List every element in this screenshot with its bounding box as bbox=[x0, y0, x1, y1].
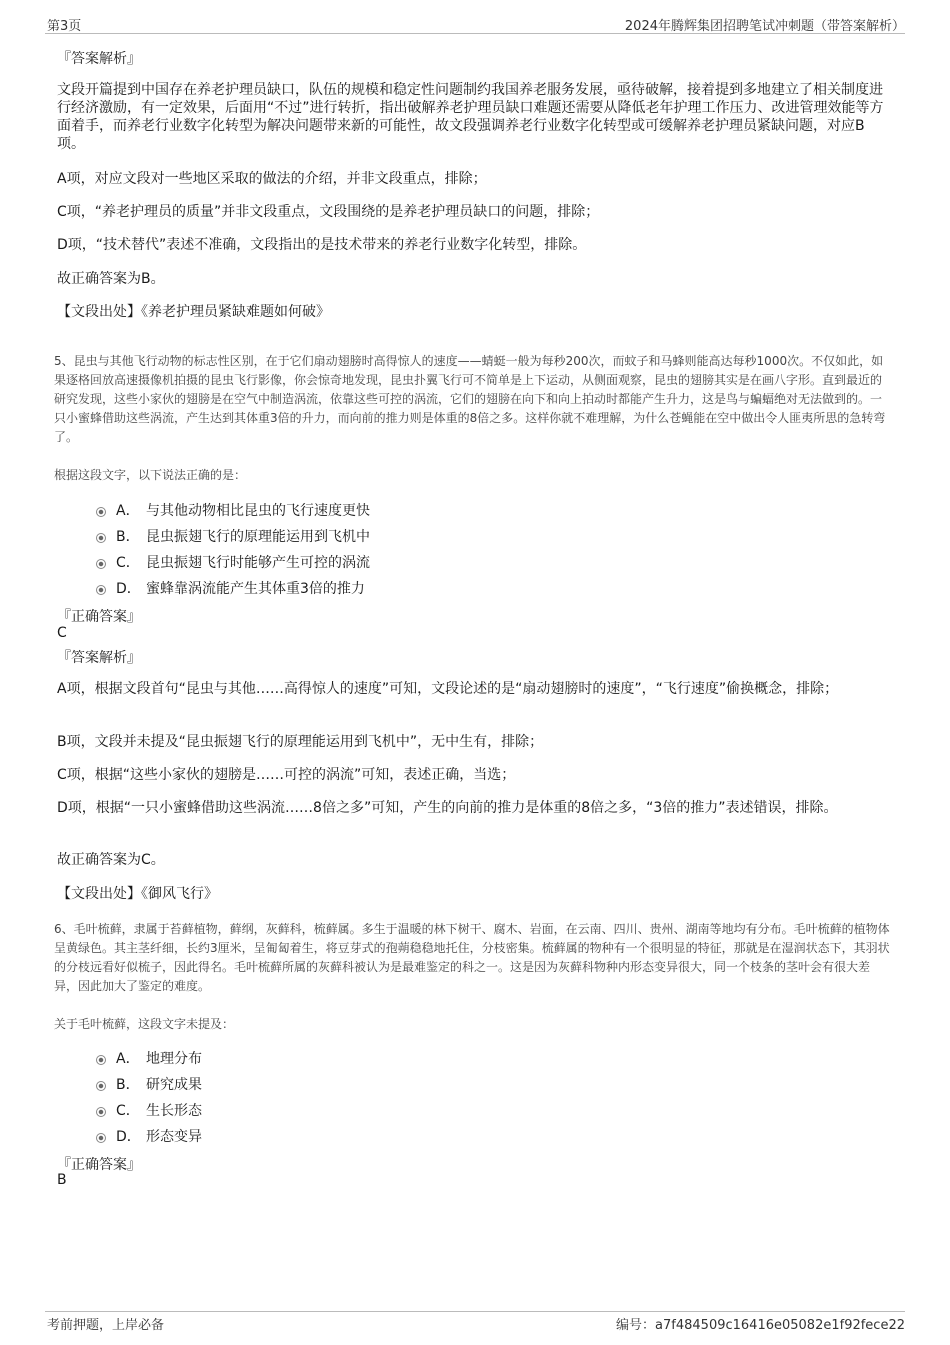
radio-icon[interactable] bbox=[96, 1133, 106, 1143]
radio-icon[interactable] bbox=[96, 559, 106, 569]
q5-correct-answer: C bbox=[57, 625, 67, 641]
option-letter: B． bbox=[116, 529, 140, 545]
option-letter: D． bbox=[116, 581, 141, 597]
q5-source: 【文段出处】《御风飞行》 bbox=[57, 886, 218, 902]
option-letter: A． bbox=[116, 503, 140, 519]
page-number: 第3页 bbox=[47, 19, 82, 34]
q5-analysis-b: B项，文段并未提及“昆虫振翅飞行的原理能运用到飞机中”，无中生有，排除； bbox=[57, 734, 544, 750]
radio-icon[interactable] bbox=[96, 533, 106, 543]
q5-analysis-d: D项，根据“一只小蜜蜂借助这些涡流……8倍之多”可知，产生的向前的推力是体重的8倍之多，“3倍的推力”表述错误，排除。 bbox=[57, 800, 838, 816]
option-text: 形态变异 bbox=[146, 1129, 202, 1145]
q5-passage: 5、昆虫与其他飞行动物的标志性区别，在于它们扇动翅膀时高得惊人的速度——蜻蜓一般为每秒200次，而蚊子和马蜂则能高达每秒1000次。不仅如此，如果逐格回放高速摄像机拍摄的昆虫飞行影像，你会惊奇地发现，昆虫扑翼飞行可不简单是上下运动，从侧面观察，昆虫的翅膀其实是在画八字形。直到最近的研究发现，这些小家伙的翅膀是在空气中制造涡流，依靠这些可控的涡流，它们的翅膀在向下和向上拍动时都能产生升力，这是鸟与蝙蝠绝对无法做到的。一只小蜜蜂借助这些涡流，产生达到其体重3倍的升力，而向前的推力则是体重的8倍之多。这样你就不难理解，为什么苍蝇能在空中做出令人匪夷所思的急转弯了。 bbox=[54, 354, 886, 444]
footer-divider bbox=[45, 1311, 905, 1312]
radio-icon[interactable] bbox=[96, 1055, 106, 1065]
option-text: 昆虫振翅飞行时能够产生可控的涡流 bbox=[146, 555, 370, 571]
option-letter: C． bbox=[116, 1103, 140, 1119]
q6-option-a[interactable] bbox=[96, 1048, 202, 1068]
option-letter: C． bbox=[116, 555, 140, 571]
q5-analysis-a: A项，根据文段首句“昆虫与其他……高得惊人的速度”可知，文段论述的是“扇动翅膀时的速度”，“飞行速度”偷换概念，排除； bbox=[57, 681, 839, 697]
radio-icon[interactable] bbox=[96, 585, 106, 595]
option-text: 蜜蜂靠涡流能产生其体重3倍的推力 bbox=[146, 581, 365, 597]
q4-source: 【文段出处】《养老护理员紧缺难题如何破》 bbox=[57, 304, 330, 320]
q6-stem: 关于毛叶梳藓，这段文字未提及： bbox=[54, 1017, 235, 1031]
footer-slogan: 考前押题，上岸必备 bbox=[47, 1318, 165, 1333]
q5-option-d[interactable] bbox=[96, 578, 365, 598]
q5-stem: 根据这段文字，以下说法正确的是： bbox=[54, 468, 247, 482]
q5-analysis-c: C项，根据“这些小家伙的翅膀是……可控的涡流”可知，表述正确，当选； bbox=[57, 767, 516, 783]
q6-option-c[interactable] bbox=[96, 1100, 202, 1120]
q6-correct-label: 『正确答案』 bbox=[57, 1157, 141, 1173]
q6-passage: 6、毛叶梳藓，隶属于苔藓植物，藓纲，灰藓科，梳藓属。多生于温暖的林下树干、腐木、岩面，在云南、四川、贵州、湖南等地均有分布。毛叶梳藓的植物体呈黄绿色。其主茎纤细，长约3厘米，呈匍匐着生，将豆芽式的孢蒴稳稳地托住，分枝密集。梳藓属的物种有一个很明显的特征，那就是在湿润状态下，其羽状的分枝远看好似梳子，因此得名。毛叶梳藓所属的灰藓科被认为是最难鉴定的科之一。这是因为灰藓科物种内形态变异很大，同一个枝条的茎叶会有很大差异，因此加大了鉴定的难度。 bbox=[54, 922, 890, 993]
q5-analysis-label: 『答案解析』 bbox=[57, 650, 141, 666]
q4-analysis-c: C项，“养老护理员的质量”并非文段重点，文段围绕的是养老护理员缺口的问题，排除； bbox=[57, 204, 600, 220]
option-letter: A． bbox=[116, 1051, 140, 1067]
q4-conclusion: 故正确答案为B。 bbox=[57, 271, 165, 287]
option-letter: D． bbox=[116, 1129, 141, 1145]
option-letter: B． bbox=[116, 1077, 140, 1093]
q5-option-b[interactable] bbox=[96, 526, 370, 546]
radio-icon[interactable] bbox=[96, 507, 106, 517]
q5-option-c[interactable] bbox=[96, 552, 370, 572]
option-text: 地理分布 bbox=[146, 1051, 202, 1067]
q4-analysis-main: 文段开篇提到中国存在养老护理员缺口，队伍的规模和稳定性问题制约我国养老服务发展，亟待破解，接着提到多地建立了相关制度进行经济激励，有一定效果，后面用“不过”进行转折，指出破解养老护理员缺口难题还需要从降低老年护理工作压力、改进管理效能等方面着手，而养老行业数字化转型为解决问题带来新的可能性，故文段强调养老行业数字化转型或可缓解养老护理员紧缺问题，对应B项。 bbox=[57, 82, 884, 152]
option-text: 昆虫振翅飞行的原理能运用到飞机中 bbox=[146, 529, 370, 545]
q6-option-b[interactable] bbox=[96, 1074, 202, 1094]
option-text: 生长形态 bbox=[146, 1103, 202, 1119]
document-code: 编号：a7f484509c16416e05082e1f92fece22 bbox=[616, 1318, 905, 1333]
document-title: 2024年腾辉集团招聘笔试冲刺题（带答案解析） bbox=[624, 19, 905, 34]
q4-analysis-a: A项，对应文段对一些地区采取的做法的介绍，并非文段重点，排除； bbox=[57, 171, 487, 187]
radio-icon[interactable] bbox=[96, 1081, 106, 1091]
q6-correct-answer: B bbox=[57, 1172, 67, 1188]
radio-icon[interactable] bbox=[96, 1107, 106, 1117]
q5-correct-label: 『正确答案』 bbox=[57, 609, 141, 625]
q5-conclusion: 故正确答案为C。 bbox=[57, 852, 165, 868]
q6-option-d[interactable] bbox=[96, 1126, 202, 1146]
q4-analysis-d: D项，“技术替代”表述不准确，文段指出的是技术带来的养老行业数字化转型，排除。 bbox=[57, 237, 587, 253]
header-divider bbox=[45, 33, 905, 34]
q5-option-a[interactable] bbox=[96, 500, 370, 520]
option-text: 研究成果 bbox=[146, 1077, 202, 1093]
q4-analysis-label: 『答案解析』 bbox=[57, 51, 141, 67]
option-text: 与其他动物相比昆虫的飞行速度更快 bbox=[146, 503, 370, 519]
